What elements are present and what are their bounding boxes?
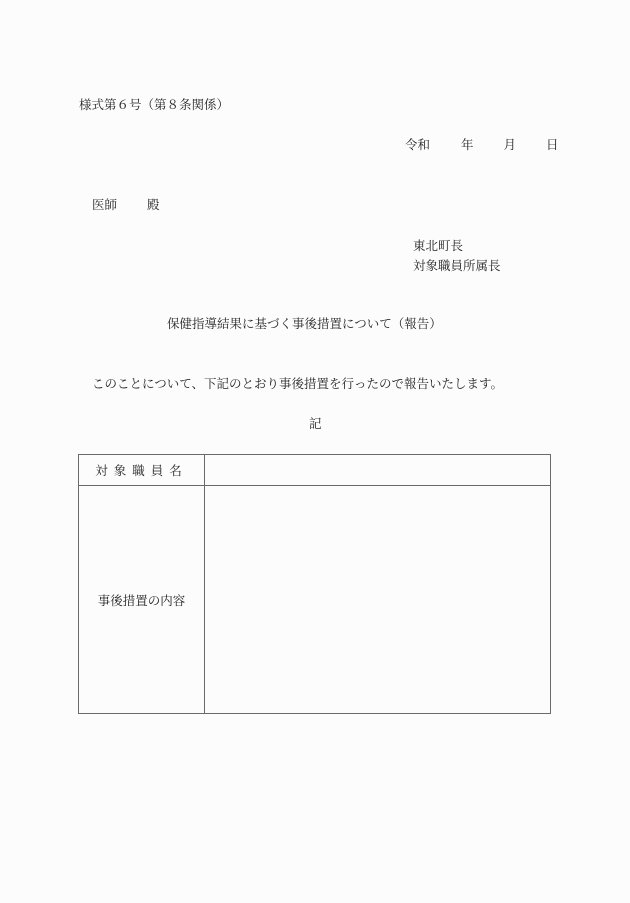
table-row-measures (79, 486, 551, 714)
document-title: 保健指導結果に基づく事後措置について（報告） (167, 316, 442, 331)
addressee (92, 197, 160, 213)
sender-block (413, 236, 501, 276)
record-table (78, 454, 551, 714)
form-number: 様式第６号（第８条関係） (79, 97, 230, 112)
sender-line-1: 東北町長 (413, 238, 464, 253)
employee-name-value[interactable] (205, 455, 551, 486)
date-era: 令和 (405, 137, 431, 152)
date-month-unit: 月 (503, 137, 517, 152)
measures-label: 事後措置の内容 (79, 486, 205, 714)
measures-value[interactable] (205, 486, 551, 714)
sender-line-2: 対象職員所属長 (413, 258, 501, 273)
ki-heading: 記 (309, 416, 322, 431)
addressee-name: 医師 (92, 197, 118, 212)
date-day-unit: 日 (546, 137, 559, 152)
date-year-unit: 年 (461, 137, 474, 152)
date-line (405, 137, 559, 153)
table-row-employee-name (79, 455, 551, 486)
body-text: このことについて、下記のとおり事後措置を行ったので報告いたします。 (92, 376, 504, 391)
employee-name-label: 対象職員名 (79, 455, 205, 486)
addressee-honorific: 殿 (147, 197, 160, 212)
